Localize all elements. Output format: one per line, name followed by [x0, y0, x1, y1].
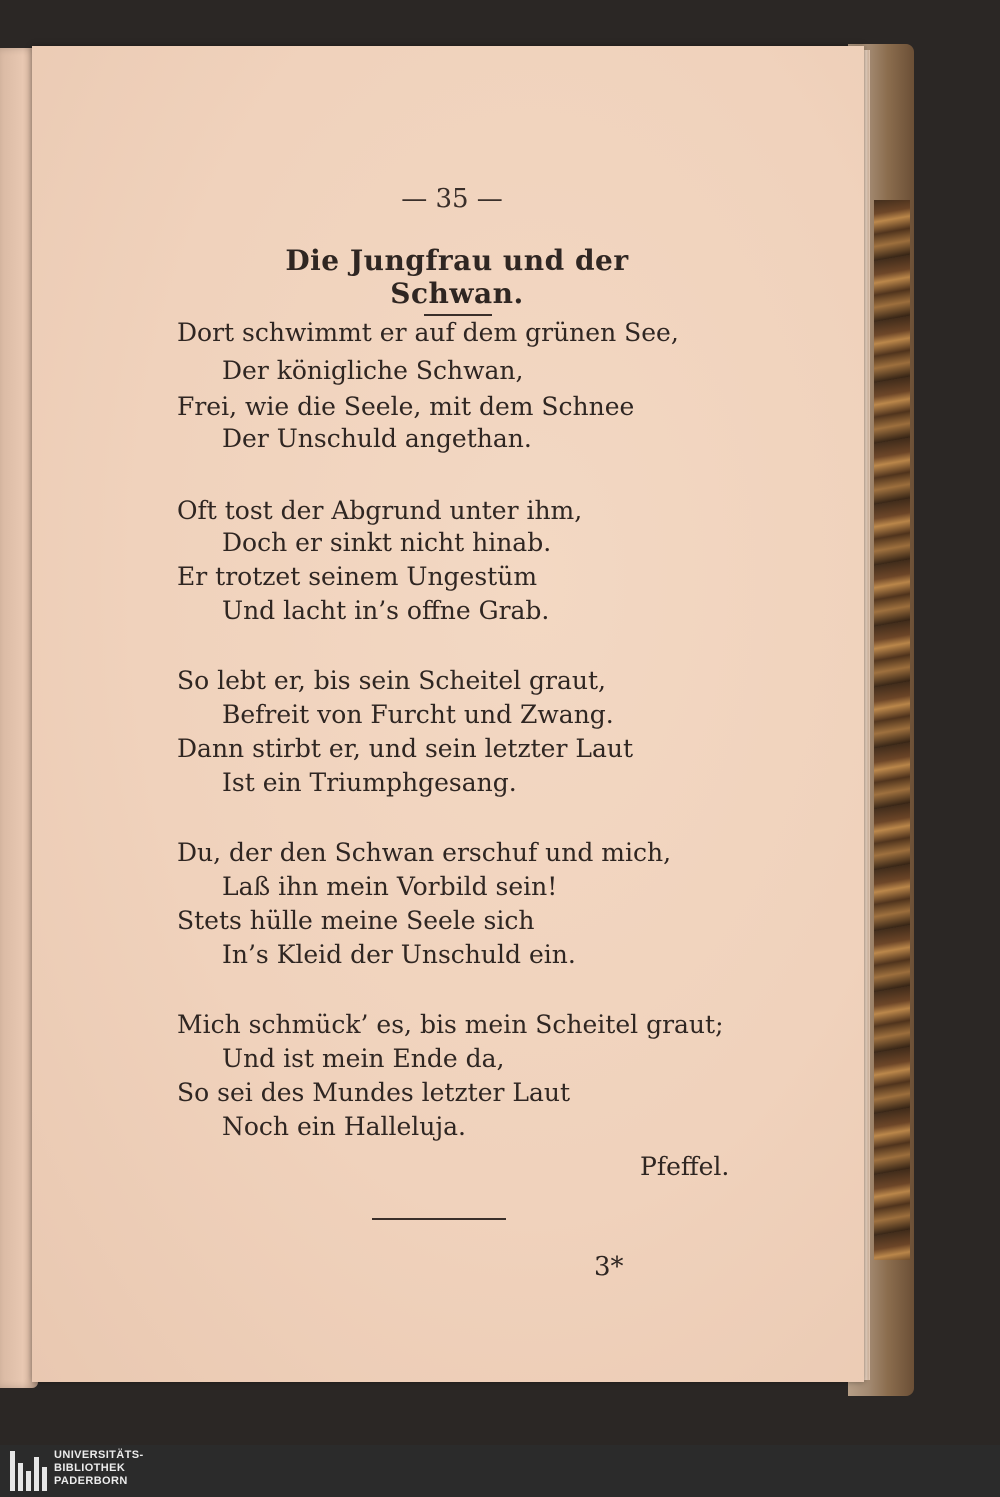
verse-line: Oft tost der Abgrund unter ihm, [177, 496, 583, 525]
library-logo-text: UNIVERSITÄTS- BIBLIOTHEK PADERBORN [54, 1449, 144, 1487]
verse-line: Dann stirbt er, und sein letzter Laut [177, 734, 634, 763]
verse-line: Und ist mein Ende da, [222, 1044, 505, 1073]
verse-line: Mich schmück’ es, bis mein Scheitel graut; [177, 1010, 724, 1039]
verse-line: Frei, wie die Seele, mit dem Schnee [177, 392, 635, 421]
library-footer [0, 1445, 1000, 1497]
poem-title: Die Jungfrau und der Schwan. [285, 244, 629, 310]
verse-line: Noch ein Halleluja. [222, 1112, 467, 1141]
verse-line: Dort schwimmt er auf dem grünen See, [177, 318, 679, 347]
verse-line: Der königliche Schwan, [222, 356, 524, 385]
page-number: — 35 — [401, 184, 503, 214]
verse-line: Ist ein Triumphgesang. [222, 768, 517, 797]
verse-line: So sei des Mundes letzter Laut [177, 1078, 571, 1107]
closing-rule [372, 1218, 506, 1220]
verse-line: Stets hülle meine Seele sich [177, 906, 535, 935]
verse-line: In’s Kleid der Unschuld ein. [222, 940, 576, 969]
book-page [32, 46, 864, 1382]
signature-mark: 3* [594, 1252, 624, 1282]
verse-line: Der Unschuld angethan. [222, 424, 532, 453]
verse-line: Doch er sinkt nicht hinab. [222, 528, 552, 557]
verse-line: Er trotzet seinem Ungestüm [177, 562, 538, 591]
library-logo-icon [10, 1451, 48, 1491]
title-rule [424, 314, 492, 316]
verse-line: Und lacht in’s offne Grab. [222, 596, 550, 625]
verse-line: Laß ihn mein Vorbild sein! [222, 872, 558, 901]
marbled-cover [874, 200, 910, 1260]
verse-line: Du, der den Schwan erschuf und mich, [177, 838, 672, 867]
author-name: Pfeffel. [640, 1152, 730, 1181]
verse-line: So lebt er, bis sein Scheitel graut, [177, 666, 607, 695]
verse-line: Befreit von Furcht und Zwang. [222, 700, 614, 729]
